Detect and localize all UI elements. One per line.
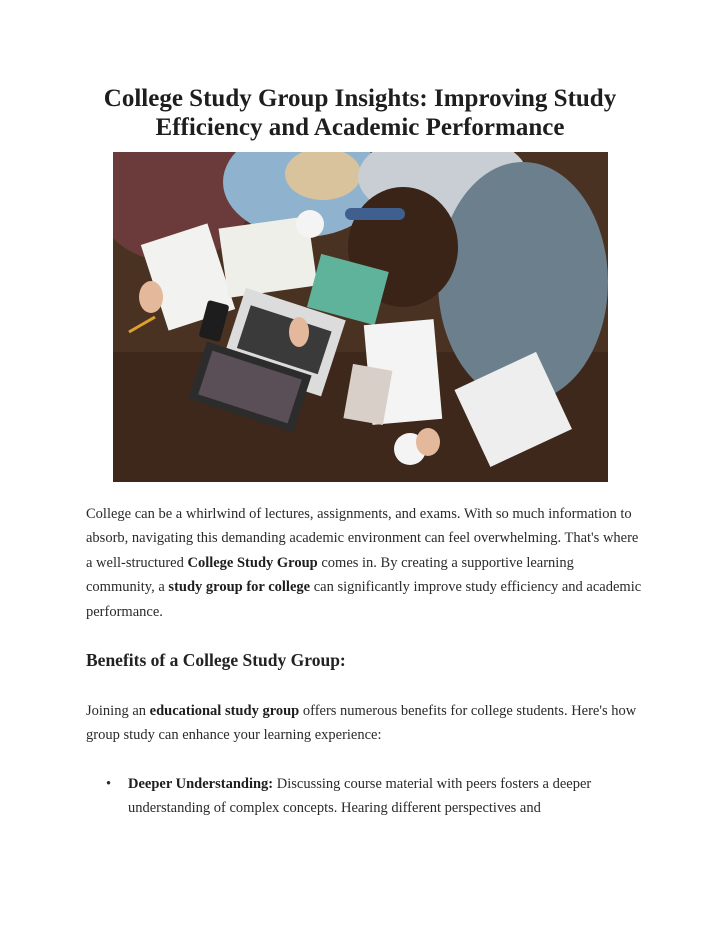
intro-text: can significantly improve study efficiency and academic performance.: [86, 579, 642, 620]
bullet-text: Discussing course material with peers fosters a deeper understanding of complex concepts. Hearing different perspectives and: [128, 776, 592, 817]
join-text: Joining an: [86, 703, 150, 719]
intro-text: College can be a whirlwind of lectures, assignments, and exams. With so much information to absorb, navigating this demanding academic environment can feel overwhelming. That's where a well-structured: [86, 506, 639, 571]
bullet-term: Deeper Understanding:: [128, 776, 274, 792]
study-group-photo: [113, 152, 608, 482]
benefits-list: [86, 772, 646, 821]
intro-bold-term: College Study Group: [187, 554, 318, 571]
list-item: [86, 772, 646, 821]
bullet-marker: •: [106, 776, 112, 792]
join-bold-term: educational study group: [149, 703, 300, 719]
intro-bold-term: study group for college: [168, 579, 311, 596]
join-paragraph: [86, 699, 646, 748]
join-text: offers numerous benefits for college students. Here's how group study can enhance your learning experience:: [86, 703, 637, 744]
intro-text: comes in. By creating a supportive learning community, a: [86, 554, 574, 596]
intro-paragraph: [86, 502, 646, 624]
benefits-heading: Benefits of a College Study Group:: [86, 650, 346, 670]
page-title: College Study Group Insights: Improving Study Efficiency and Academic Performance: [103, 85, 617, 141]
